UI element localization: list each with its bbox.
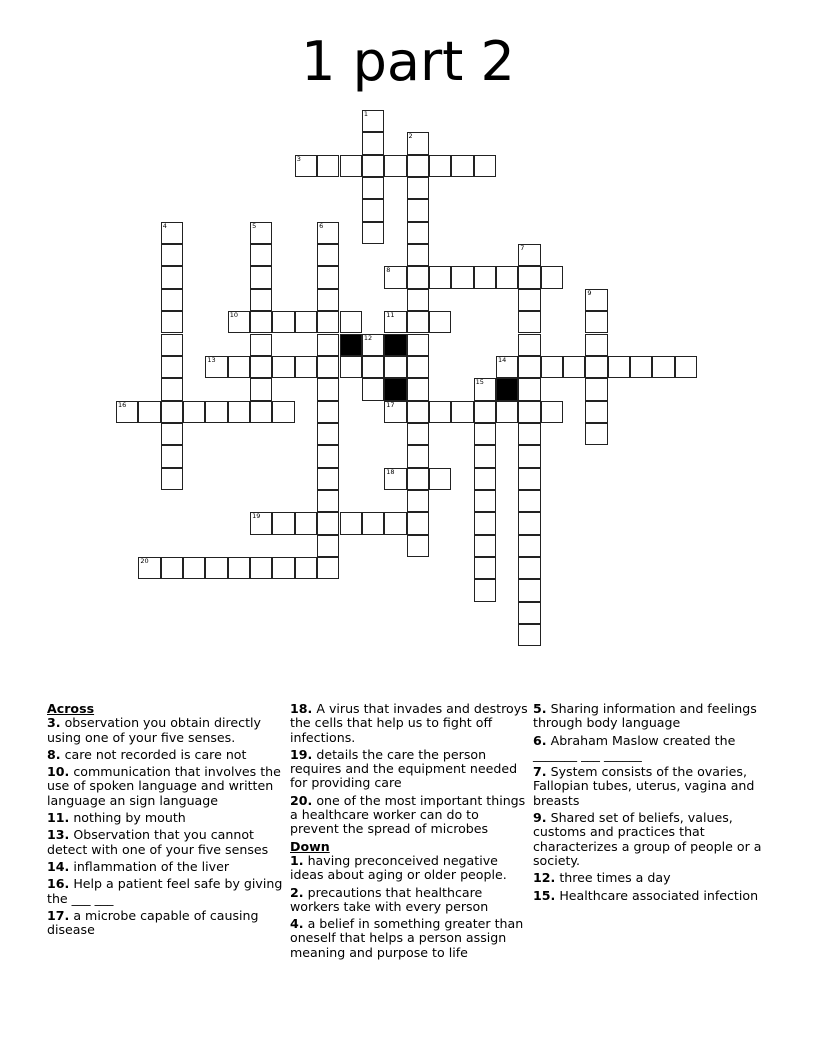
grid-cell[interactable] — [250, 557, 272, 579]
down-clue — [533, 765, 773, 808]
grid-cell[interactable] — [272, 311, 294, 333]
cell-number: 13 — [207, 355, 216, 364]
grid-cell[interactable] — [518, 244, 540, 266]
down-clue — [533, 734, 773, 763]
clue-number: 8. — [47, 746, 61, 762]
grid-cell[interactable] — [205, 401, 227, 423]
grid-cell[interactable] — [585, 334, 607, 356]
grid-cell[interactable] — [518, 423, 540, 445]
grid-cell[interactable] — [407, 222, 429, 244]
grid-cell[interactable] — [407, 289, 429, 311]
grid-cell[interactable] — [496, 356, 518, 378]
grid-cell[interactable] — [518, 468, 540, 490]
grid-cell[interactable] — [585, 311, 607, 333]
clues-column-2 — [290, 702, 530, 963]
grid-cell[interactable] — [630, 356, 652, 378]
grid-cell[interactable] — [429, 468, 451, 490]
grid-cell[interactable] — [317, 468, 339, 490]
grid-cell[interactable] — [407, 132, 429, 154]
across-clue — [47, 716, 287, 745]
grid-cell[interactable] — [228, 557, 250, 579]
grid-cell[interactable] — [384, 266, 406, 288]
grid-cell[interactable] — [518, 334, 540, 356]
grid-cell[interactable] — [362, 334, 384, 356]
across-clue — [47, 828, 287, 857]
grid-cell[interactable] — [518, 378, 540, 400]
grid-cell[interactable] — [518, 557, 540, 579]
grid-cell[interactable] — [317, 155, 339, 177]
grid-cell[interactable] — [563, 356, 585, 378]
clue-number: 3. — [47, 715, 61, 731]
clue-text: Help a patient feel safe by giving the ___ ___ — [47, 876, 283, 906]
grid-cell[interactable] — [474, 423, 496, 445]
grid-cell[interactable] — [518, 401, 540, 423]
grid-cell[interactable] — [161, 222, 183, 244]
grid-cell[interactable] — [518, 579, 540, 601]
grid-cell[interactable] — [183, 401, 205, 423]
grid-cell[interactable] — [451, 401, 473, 423]
grid-cell[interactable] — [295, 356, 317, 378]
grid-cell[interactable] — [362, 132, 384, 154]
grid-cell[interactable] — [541, 266, 563, 288]
grid-cell[interactable] — [518, 311, 540, 333]
cell-number: 15 — [475, 378, 484, 387]
across-clue — [47, 811, 287, 825]
grid-cell[interactable] — [407, 334, 429, 356]
grid-cell[interactable] — [250, 334, 272, 356]
grid-cell[interactable] — [317, 512, 339, 534]
grid-cell[interactable] — [384, 401, 406, 423]
grid-cell[interactable] — [451, 266, 473, 288]
black-square — [496, 378, 518, 400]
grid-cell[interactable] — [407, 199, 429, 221]
grid-cell[interactable] — [451, 155, 473, 177]
grid-cell[interactable] — [362, 378, 384, 400]
grid-cell[interactable] — [228, 356, 250, 378]
clue-number: 7. — [533, 764, 547, 780]
grid-cell[interactable] — [317, 266, 339, 288]
clue-text: a belief in something greater than oneself that helps a person assign meaning and purpose to life — [290, 916, 524, 960]
clue-text: Abraham Maslow created the _______ ___ ______ — [533, 732, 736, 762]
cell-number: 3 — [296, 154, 301, 163]
grid-cell[interactable] — [362, 512, 384, 534]
grid-cell[interactable] — [228, 311, 250, 333]
cell-number: 14 — [497, 355, 507, 364]
grid-cell[interactable] — [138, 401, 160, 423]
grid-cell[interactable] — [161, 334, 183, 356]
across-clue — [47, 877, 287, 906]
grid-cell[interactable] — [362, 110, 384, 132]
down-clue — [290, 886, 530, 915]
grid-cell[interactable] — [474, 557, 496, 579]
grid-cell[interactable] — [250, 266, 272, 288]
grid-cell[interactable] — [205, 557, 227, 579]
clue-number: 11. — [47, 810, 70, 826]
down-clue — [533, 702, 773, 731]
clue-text: precautions that healthcare workers take with every person — [290, 884, 489, 914]
clues-column-1 — [47, 702, 287, 940]
grid-cell[interactable] — [407, 401, 429, 423]
black-square — [384, 378, 406, 400]
clue-text: communication that involves the use of spoken language and written language an sign language — [47, 764, 281, 808]
grid-cell[interactable] — [585, 289, 607, 311]
grid-cell[interactable] — [407, 378, 429, 400]
cell-number: 18 — [386, 467, 395, 476]
grid-cell[interactable] — [474, 512, 496, 534]
grid-cell[interactable] — [205, 356, 227, 378]
down-clue — [290, 854, 530, 883]
clues-column-3 — [533, 702, 773, 906]
grid-cell[interactable] — [429, 155, 451, 177]
grid-cell[interactable] — [541, 401, 563, 423]
grid-cell[interactable] — [317, 378, 339, 400]
grid-cell[interactable] — [518, 445, 540, 467]
grid-cell[interactable] — [384, 512, 406, 534]
across-clue — [47, 748, 287, 762]
down-clue — [533, 811, 773, 868]
clue-number: 13. — [47, 827, 70, 843]
clue-number: 14. — [47, 858, 70, 874]
down-clue — [290, 917, 530, 960]
grid-cell[interactable] — [340, 155, 362, 177]
clue-number: 18. — [290, 701, 313, 716]
clue-text: System consists of the ovaries, Fallopian tubes, uterus, vagina and breasts — [533, 764, 755, 808]
grid-cell[interactable] — [407, 535, 429, 557]
clue-text: Shared set of beliefs, values, customs and practices that characterizes a group of people or a society. — [533, 810, 762, 868]
grid-cell[interactable] — [250, 401, 272, 423]
grid-cell[interactable] — [317, 244, 339, 266]
grid-cell[interactable] — [272, 401, 294, 423]
across-clue — [290, 748, 530, 791]
grid-cell[interactable] — [474, 155, 496, 177]
grid-cell[interactable] — [585, 423, 607, 445]
grid-cell[interactable] — [317, 289, 339, 311]
clue-text: one of the most important things a healthcare worker can do to prevent the spread of microbes — [290, 792, 526, 837]
crossword-grid — [116, 110, 716, 670]
across-clue — [290, 702, 530, 745]
across-clue — [47, 860, 287, 874]
grid-cell[interactable] — [183, 557, 205, 579]
grid-cell[interactable] — [161, 557, 183, 579]
grid-cell[interactable] — [362, 199, 384, 221]
grid-cell[interactable] — [474, 579, 496, 601]
grid-cell[interactable] — [518, 624, 540, 646]
grid-cell[interactable] — [317, 311, 339, 333]
grid-cell[interactable] — [317, 356, 339, 378]
clue-text: three times a day — [559, 870, 671, 886]
grid-cell[interactable] — [474, 266, 496, 288]
clue-text: having preconceived negative ideas about aging or older people. — [290, 852, 507, 883]
clue-number: 6. — [533, 732, 547, 748]
grid-cell[interactable] — [250, 244, 272, 266]
clue-number: 12. — [533, 870, 556, 886]
clue-number: 2. — [290, 884, 304, 900]
grid-cell[interactable] — [585, 401, 607, 423]
clue-text: care not recorded is care not — [64, 746, 247, 762]
grid-cell[interactable] — [407, 311, 429, 333]
grid-cell[interactable] — [474, 490, 496, 512]
down-clue — [533, 889, 773, 903]
clue-number: 4. — [290, 916, 304, 932]
grid-cell[interactable] — [474, 401, 496, 423]
grid-cell[interactable] — [340, 356, 362, 378]
cell-number: 5 — [252, 221, 257, 230]
grid-cell[interactable] — [161, 289, 183, 311]
grid-cell[interactable] — [295, 557, 317, 579]
grid-cell[interactable] — [250, 311, 272, 333]
across-clue — [290, 794, 530, 837]
grid-cell[interactable] — [429, 266, 451, 288]
grid-cell[interactable] — [250, 512, 272, 534]
grid-cell[interactable] — [407, 423, 429, 445]
grid-cell[interactable] — [362, 222, 384, 244]
grid-cell[interactable] — [407, 490, 429, 512]
clue-text: A virus that invades and destroys the cells that help us to fight off infections. — [290, 701, 528, 745]
clue-number: 20. — [290, 792, 313, 808]
grid-cell[interactable] — [228, 401, 250, 423]
grid-cell[interactable] — [295, 512, 317, 534]
black-square — [384, 334, 406, 356]
clue-text: details the care the person requires and the equipment needed for providing care — [290, 746, 518, 791]
grid-cell[interactable] — [362, 356, 384, 378]
grid-cell[interactable] — [317, 334, 339, 356]
cell-number: 20 — [140, 557, 149, 565]
grid-cell[interactable] — [250, 378, 272, 400]
across-clue — [47, 909, 287, 938]
cell-number: 9 — [587, 288, 592, 297]
grid-cell[interactable] — [116, 401, 138, 423]
grid-cell[interactable] — [161, 311, 183, 333]
grid-cell[interactable] — [518, 289, 540, 311]
grid-cell[interactable] — [250, 356, 272, 378]
grid-cell[interactable] — [541, 356, 563, 378]
grid-cell[interactable] — [407, 356, 429, 378]
grid-cell[interactable] — [161, 356, 183, 378]
clue-text: Healthcare associated infection — [559, 887, 759, 903]
grid-cell[interactable] — [652, 356, 674, 378]
grid-cell[interactable] — [474, 445, 496, 467]
black-square — [340, 334, 362, 356]
cell-number: 10 — [229, 311, 239, 320]
cell-number: 2 — [408, 132, 413, 141]
grid-cell[interactable] — [474, 535, 496, 557]
grid-cell[interactable] — [161, 445, 183, 467]
grid-cell[interactable] — [384, 155, 406, 177]
grid-cell[interactable] — [585, 356, 607, 378]
down-clue — [533, 871, 773, 885]
grid-cell[interactable] — [161, 401, 183, 423]
grid-cell[interactable] — [161, 378, 183, 400]
cell-number: 19 — [252, 512, 261, 521]
puzzle-title: 1 part 2 — [301, 30, 515, 93]
clue-number: 17. — [47, 907, 70, 923]
grid-cell[interactable] — [407, 155, 429, 177]
clue-number: 19. — [290, 746, 313, 762]
grid-cell[interactable] — [317, 222, 339, 244]
grid-cell[interactable] — [496, 266, 518, 288]
grid-cell[interactable] — [295, 155, 317, 177]
grid-cell[interactable] — [518, 535, 540, 557]
grid-cell[interactable] — [474, 468, 496, 490]
cell-number: 17 — [386, 400, 395, 409]
clue-number: 10. — [47, 764, 70, 780]
across-clue — [47, 765, 287, 808]
grid-cell[interactable] — [407, 512, 429, 534]
clue-text: Sharing information and feelings through body language — [533, 701, 757, 731]
grid-cell[interactable] — [474, 378, 496, 400]
grid-cell[interactable] — [518, 602, 540, 624]
grid-cell[interactable] — [429, 311, 451, 333]
clue-text: observation you obtain directly using one of your five senses. — [47, 715, 261, 745]
grid-cell[interactable] — [407, 468, 429, 490]
grid-cell[interactable] — [340, 311, 362, 333]
clue-number: 15. — [533, 887, 556, 903]
cell-number: 7 — [520, 244, 525, 253]
grid-cell[interactable] — [407, 244, 429, 266]
grid-cell[interactable] — [407, 266, 429, 288]
grid-cell[interactable] — [384, 356, 406, 378]
grid-cell[interactable] — [362, 155, 384, 177]
clue-text: a microbe capable of causing disease — [47, 907, 259, 938]
grid-cell[interactable] — [295, 311, 317, 333]
grid-cell[interactable] — [340, 512, 362, 534]
grid-cell[interactable] — [407, 445, 429, 467]
grid-cell[interactable] — [518, 266, 540, 288]
clue-text: nothing by mouth — [73, 810, 186, 826]
grid-cell[interactable] — [161, 468, 183, 490]
grid-cell[interactable] — [250, 289, 272, 311]
clue-text: Observation that you cannot detect with one of your five senses — [47, 827, 269, 857]
grid-cell[interactable] — [608, 356, 630, 378]
grid-cell[interactable] — [161, 244, 183, 266]
cell-number: 12 — [363, 333, 373, 342]
clue-number: 5. — [533, 701, 547, 716]
grid-cell[interactable] — [272, 557, 294, 579]
grid-cell[interactable] — [585, 378, 607, 400]
cell-number: 16 — [118, 400, 127, 409]
grid-cell[interactable] — [272, 512, 294, 534]
cell-number: 4 — [162, 221, 167, 230]
grid-cell[interactable] — [161, 266, 183, 288]
down-heading: Down — [290, 838, 330, 854]
cell-number: 1 — [363, 110, 368, 118]
grid-cell[interactable] — [675, 356, 697, 378]
grid-cell[interactable] — [518, 512, 540, 534]
clue-number: 16. — [47, 876, 70, 892]
grid-cell[interactable] — [496, 401, 518, 423]
grid-cell[interactable] — [518, 356, 540, 378]
grid-cell[interactable] — [407, 177, 429, 199]
grid-cell[interactable] — [138, 557, 160, 579]
clue-number: 9. — [533, 810, 547, 826]
grid-cell[interactable] — [317, 445, 339, 467]
grid-cell[interactable] — [384, 311, 406, 333]
grid-cell[interactable] — [518, 490, 540, 512]
grid-cell[interactable] — [317, 535, 339, 557]
grid-cell[interactable] — [429, 401, 451, 423]
grid-cell[interactable] — [317, 401, 339, 423]
grid-cell[interactable] — [362, 177, 384, 199]
across-heading: Across — [47, 701, 95, 716]
clue-text: inflammation of the liver — [73, 858, 230, 874]
grid-cell[interactable] — [384, 468, 406, 490]
cell-number: 6 — [319, 221, 324, 230]
grid-cell[interactable] — [317, 490, 339, 512]
grid-cell[interactable] — [317, 423, 339, 445]
grid-cell[interactable] — [250, 222, 272, 244]
grid-cell[interactable] — [317, 557, 339, 579]
grid-cell[interactable] — [272, 356, 294, 378]
cell-number: 8 — [386, 266, 391, 275]
grid-cell[interactable] — [161, 423, 183, 445]
clue-number: 1. — [290, 852, 304, 868]
cell-number: 11 — [386, 311, 395, 320]
